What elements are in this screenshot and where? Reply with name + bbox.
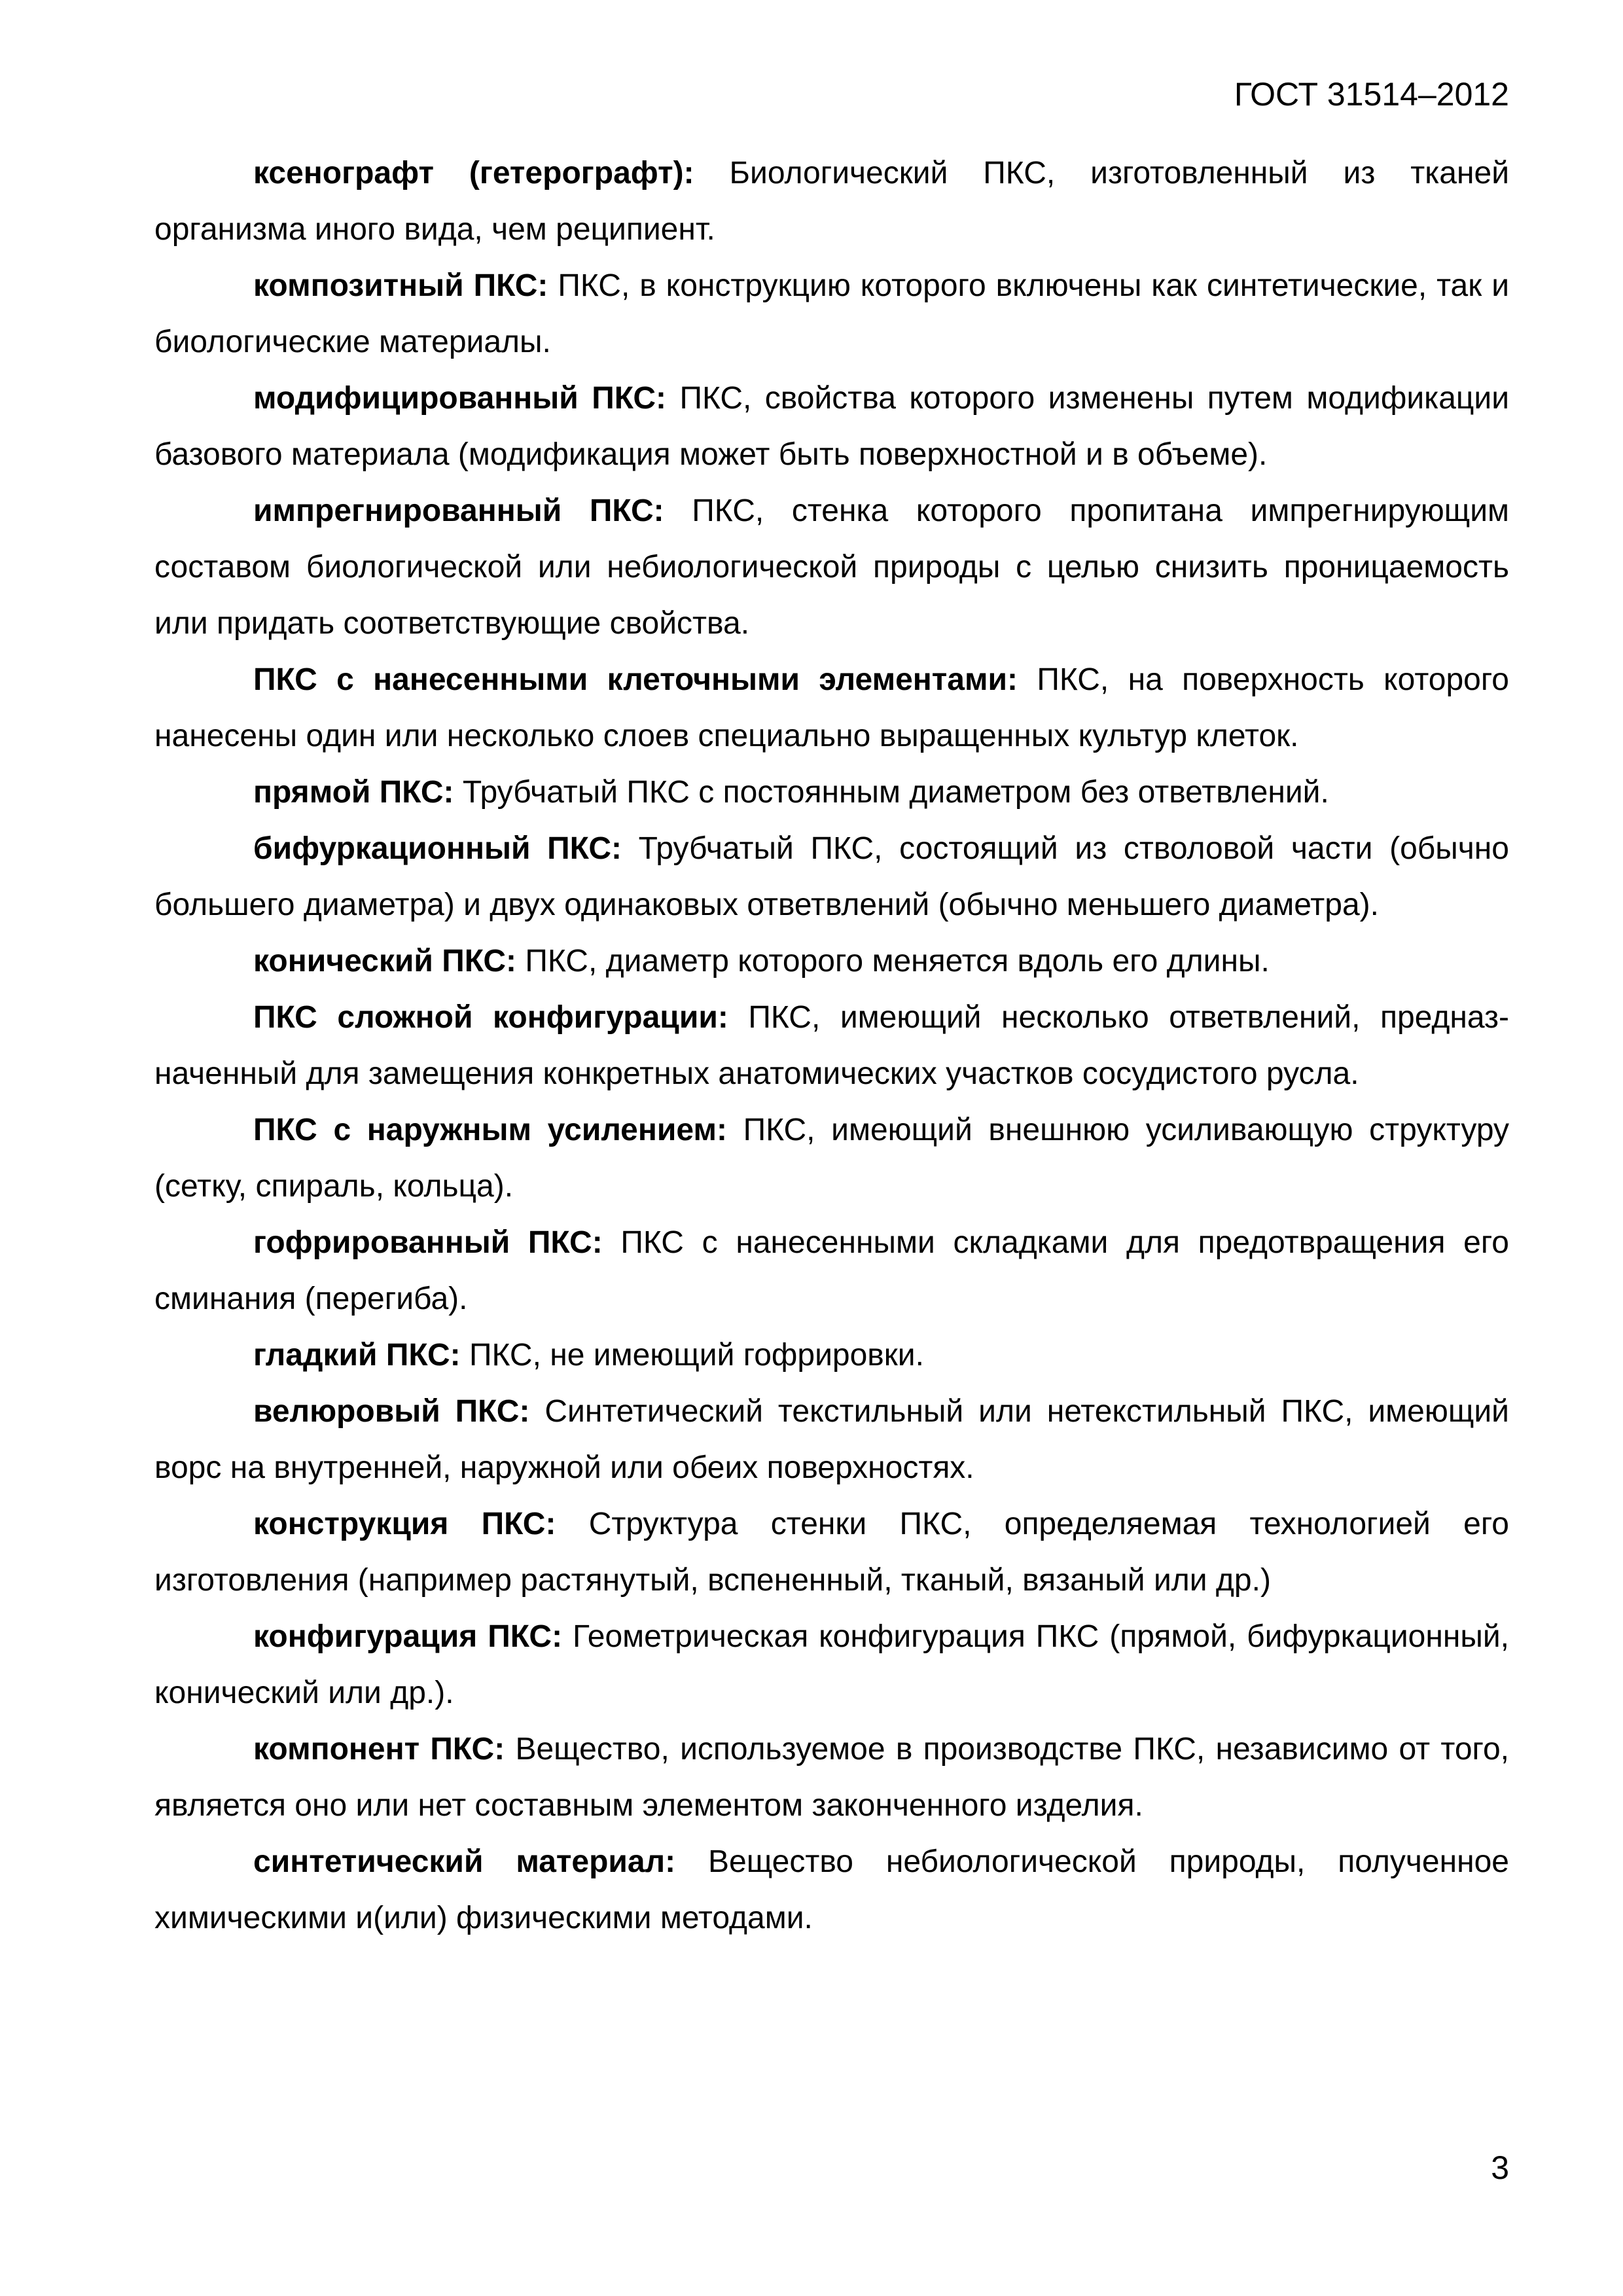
term-definition: ПКС с нанесенными складками для предотвращения его сминания (перегиба).	[154, 1225, 1509, 1316]
term-name: синтетический материал:	[253, 1844, 676, 1879]
term-name: ПКС с нанесенными клеточными элементами:	[253, 662, 1018, 697]
term-entry	[154, 652, 1509, 764]
term-name: ПКС с наружным усилением:	[253, 1113, 727, 1147]
term-definition: Вещество небиологической природы, полученное химическими и(или) физическими методами.	[154, 1844, 1509, 1935]
term-definition: ПКС, стенка которого пропитана импрегнирующим составом биологической или небиологической природы с целью снизить проницаемость или придать соответствующие свойства.	[154, 493, 1510, 641]
term-name: бифуркационный ПКС:	[253, 831, 622, 866]
term-entry	[154, 145, 1509, 258]
term-entry	[154, 821, 1509, 933]
term-entry	[154, 1496, 1509, 1609]
term-name: композитный ПКС:	[253, 268, 548, 303]
term-definition: Геометрическая конфигурация ПКС (прямой, бифуркационный, конический или др.).	[154, 1619, 1509, 1710]
page-number: 3	[1491, 2149, 1509, 2186]
term-name: модифицированный ПКС:	[253, 381, 667, 416]
term-name: гладкий ПКС:	[253, 1338, 461, 1372]
term-definition: Трубчатый ПКС с постоянным диаметром без ответвлений.	[454, 775, 1329, 810]
term-entry	[154, 258, 1509, 370]
term-entry	[154, 1834, 1509, 1946]
term-definition: ПКС, диаметр которого меняется вдоль его длины.	[516, 944, 1270, 978]
term-entry	[154, 1384, 1509, 1496]
term-name: конический ПКС:	[253, 944, 517, 978]
term-entry	[154, 1721, 1509, 1834]
term-definition: Биологический ПКС, изготовленный из тканей организма иного вида, чем реципиент.	[154, 156, 1510, 247]
term-definition: ПКС, имеющий несколько ответвлений, предназ-наченный для замещения конкретных анатомических участков сосудистого русла.	[154, 1000, 1510, 1091]
term-entry	[154, 764, 1509, 821]
term-entry	[154, 1327, 1509, 1384]
term-definition: Вещество, используемое в производстве ПКС, независимо от того, является оно или нет составным элементом законченного изделия.	[154, 1732, 1510, 1823]
term-definition: Синтетический текстильный или нетекстильный ПКС, имеющий ворс на внутренней, наружной или обеих поверхностях.	[154, 1394, 1509, 1485]
term-name: конфигурация ПКС:	[253, 1619, 563, 1654]
term-entry	[154, 933, 1509, 990]
term-definition: Структура стенки ПКС, определяемая технологией его изготовления (например растянутый, вспененный, тканый, вязаный или др.)	[154, 1507, 1510, 1598]
term-entry	[154, 483, 1509, 652]
term-definition: Трубчатый ПКС, состоящий из стволовой части (обычно большего диаметра) и двух одинаковых ответвлений (обычно меньшего диаметра).	[154, 831, 1510, 922]
standard-code: ГОСТ 31514–2012	[1234, 76, 1509, 113]
term-name: прямой ПКС:	[253, 775, 454, 810]
term-entry	[154, 1215, 1509, 1327]
term-definition: ПКС, в конструкцию которого включены как синтетические, так и биологические материалы.	[154, 268, 1510, 359]
term-definition: ПКС, на поверхность которого нанесены один или несколько слоев специально выращенных культур клеток.	[154, 662, 1509, 753]
term-name: ксенографт (гетерографт):	[253, 156, 694, 190]
term-entry	[154, 1609, 1509, 1721]
term-name: гофрированный ПКС:	[253, 1225, 603, 1260]
term-name: компонент ПКС:	[253, 1732, 505, 1767]
term-entry	[154, 990, 1509, 1102]
term-name: импрегнированный ПКС:	[253, 493, 664, 528]
term-name: велюровый ПКС:	[253, 1394, 530, 1429]
term-definition: ПКС, не имеющий гофрировки.	[460, 1338, 924, 1372]
terms-list	[154, 145, 1509, 1946]
term-name: конструкция ПКС:	[253, 1507, 556, 1541]
term-entry	[154, 370, 1509, 483]
term-definition: ПКС, имеющий внешнюю усиливающую структуру (сетку, спираль, кольца).	[154, 1113, 1509, 1204]
term-definition: ПКС, свойства которого изменены путем модификации базового материала (модификация может быть поверхностной и в объеме).	[154, 381, 1510, 472]
term-name: ПКС сложной конфигурации:	[253, 1000, 728, 1035]
term-entry	[154, 1102, 1509, 1215]
